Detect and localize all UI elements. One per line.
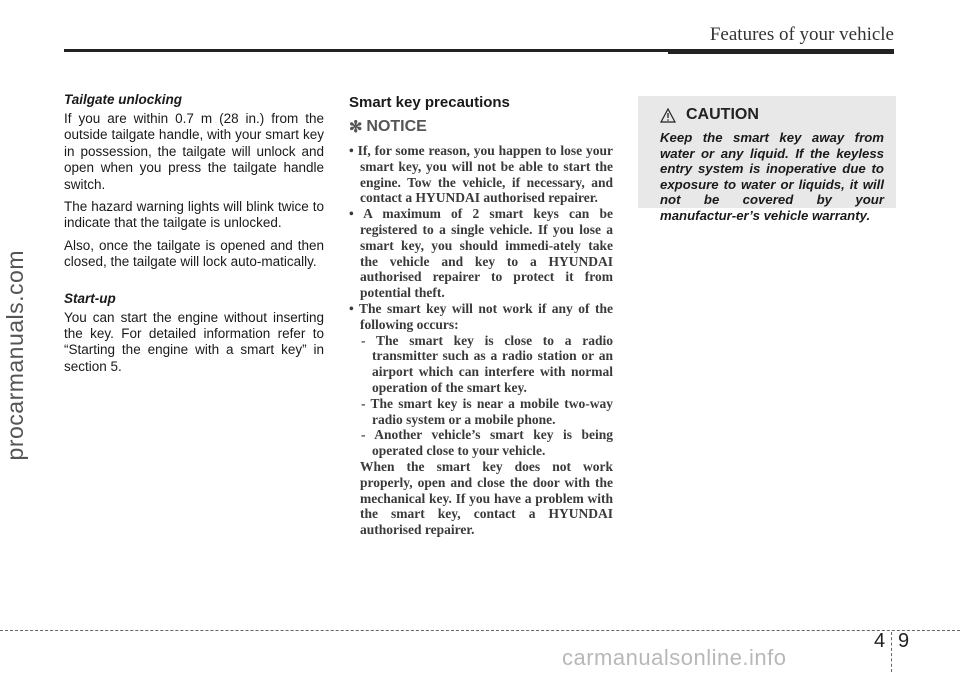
notice-item: • A maximum of 2 smart keys can be registered to a single vehicle. If you lose a smart key, you should immedi-ately take the vehicle and key to a HYUNDAI authorised repairer to protect it from potential theft. <box>349 206 613 301</box>
caution-title: CAUTION <box>686 106 759 123</box>
notice-subitem: - The smart key is close to a radio transmitter such as a radio station or an airport which can interfere with normal operation of the smart key. <box>361 332 613 395</box>
left-column <box>64 92 324 381</box>
warning-triangle-icon <box>660 108 676 123</box>
bottom-watermark: carmanualsonline.info <box>562 645 787 670</box>
caution-header <box>660 106 884 124</box>
tailgate-paragraph-3: Also, once the tailgate is opened and then closed, the tailgate will lock auto-matically. <box>64 237 324 270</box>
footer-rule <box>0 630 960 631</box>
tailgate-paragraph-1: If you are within 0.7 m (28 in.) from the outside tailgate handle, with your smart key in possession, the tailgate will unlock and open when you press the tailgate handle switch. <box>64 111 324 192</box>
tailgate-unlocking-heading: Tailgate unlocking <box>64 92 183 107</box>
caution-box <box>638 96 896 223</box>
start-up-heading: Start-up <box>64 290 116 306</box>
start-up-paragraph: You can start the engine without inserting the key. For detailed information refer to “Starting the engine with a smart key” in section 5. <box>64 309 324 374</box>
right-column <box>638 92 896 223</box>
smart-key-precautions-heading: Smart key precautions <box>349 94 510 111</box>
chapter-number: 4 <box>874 630 886 652</box>
page-number: 9 <box>898 630 910 652</box>
header-tab-bar <box>668 49 894 54</box>
tailgate-paragraph-2: The hazard warning lights will blink twice to indicate that the tailgate is unlocked. <box>64 199 324 231</box>
page-number-separator <box>891 632 892 672</box>
running-header-title: Features of your vehicle <box>709 24 894 45</box>
notice-heading <box>349 117 613 137</box>
notice-list <box>349 143 613 538</box>
notice-closing: When the smart key does not work properly, open and close the door with the mechanical key. If you have a problem with the smart key, contact a HYUNDAI authorised repairer. <box>360 458 613 538</box>
asterisk-icon: ✻ <box>349 119 363 136</box>
notice-subitem: - The smart key is near a mobile two-way radio system or a mobile phone. <box>361 395 613 427</box>
notice-subitem: - Another vehicle’s smart key is being operated close to your vehicle. <box>361 427 613 459</box>
caution-text: Keep the smart key away from water or any liquid. If the keyless entry system is inoperative due to exposure to water or liquids, it will not be covered by your manufactur-er’s vehicle warranty. <box>660 130 884 223</box>
notice-label: NOTICE <box>366 118 427 135</box>
middle-column <box>349 92 613 538</box>
notice-item: • If, for some reason, you happen to lose your smart key, you will not be able to start the engine. Tow the vehicle, if necessary, and contact a HYUNDAI authorised repairer. <box>349 143 613 206</box>
side-watermark: procarmanuals.com <box>2 250 28 461</box>
notice-item: • The smart key will not work if any of the following occurs: <box>349 300 613 332</box>
